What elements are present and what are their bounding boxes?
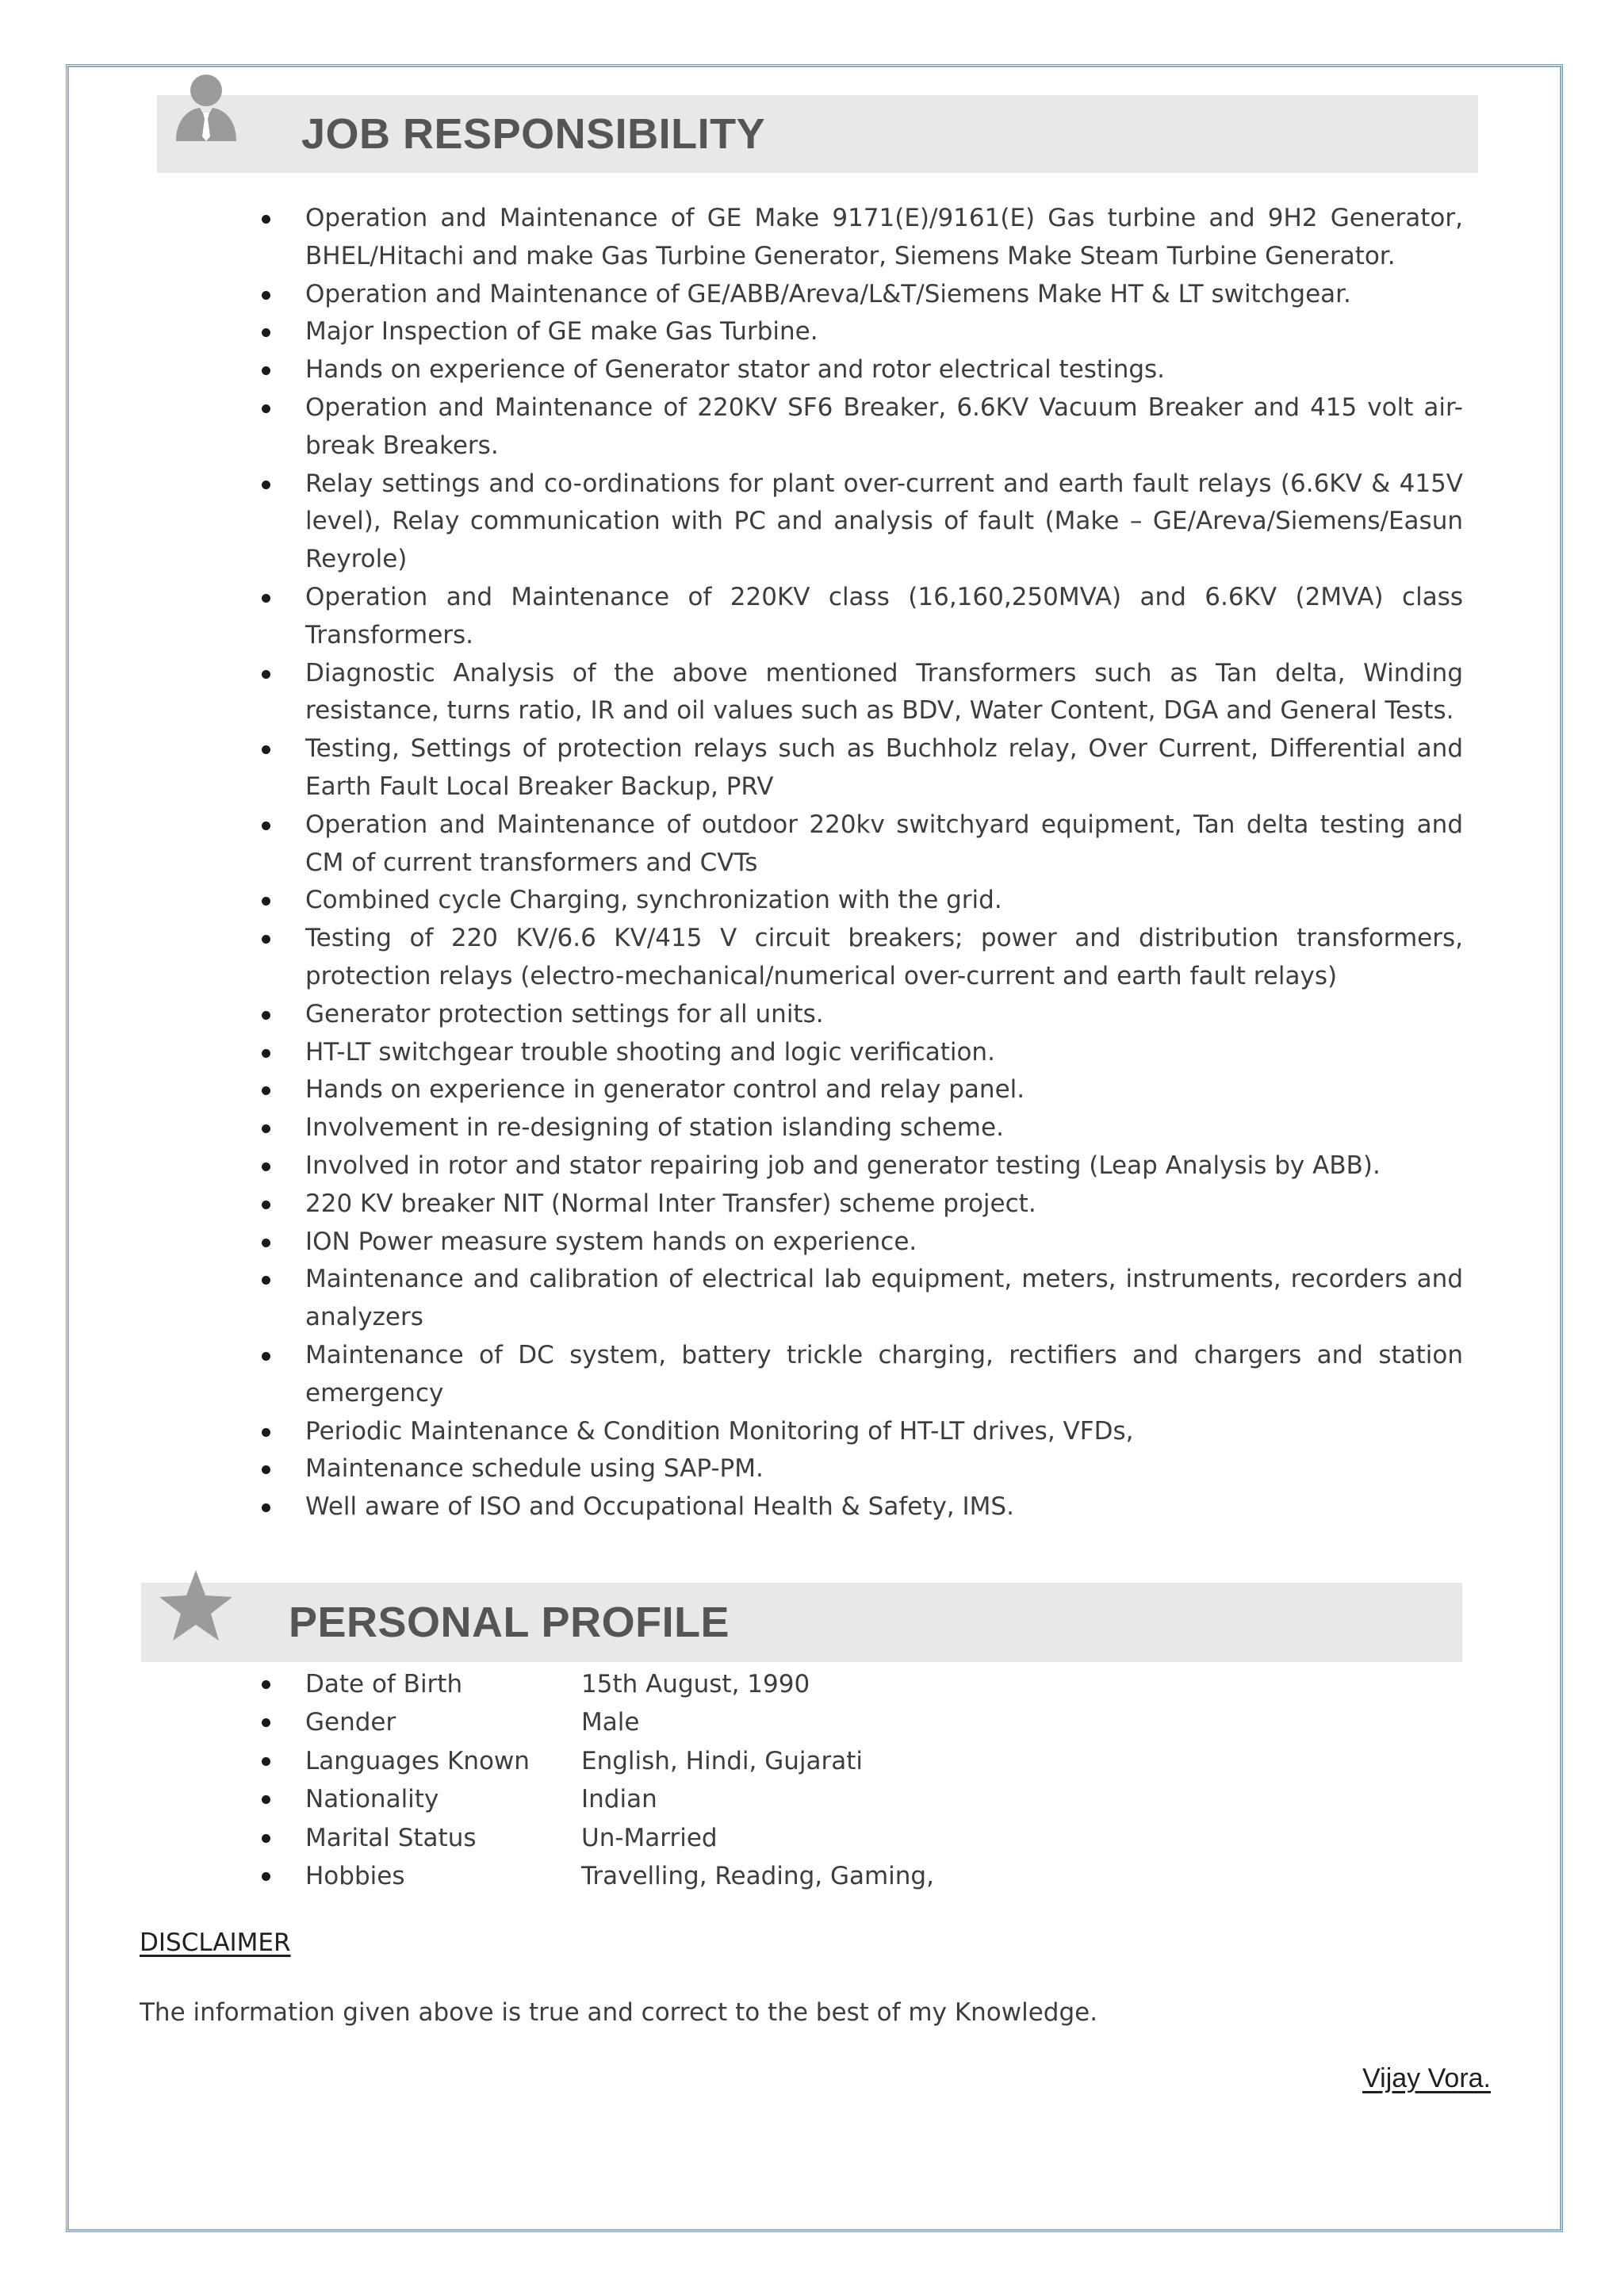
- profile-label: Hobbies: [305, 1862, 405, 1891]
- list-item: HT-LT switchgear trouble shooting and logic verification.: [305, 1034, 1463, 1072]
- job-responsibility-title: JOB RESPONSIBILITY: [301, 110, 766, 158]
- star-icon: [157, 1568, 235, 1643]
- personal-profile-list: [305, 1665, 1463, 1895]
- list-item: ION Power measure system hands on experience.: [305, 1224, 1463, 1262]
- list-item: Operation and Maintenance of GE/ABB/Areva/L&T/Siemens Make HT & LT switchgear.: [305, 276, 1463, 314]
- list-item: Maintenance and calibration of electrical lab equipment, meters, instruments, recorders and analyzers: [305, 1261, 1463, 1337]
- profile-label: Languages Known: [305, 1746, 530, 1775]
- signature: Vijay Vora.: [1362, 2063, 1491, 2093]
- personal-profile-header: [141, 1583, 1462, 1662]
- profile-value: Travelling, Reading, Gaming,: [581, 1862, 934, 1891]
- profile-value: Indian: [581, 1785, 657, 1814]
- personal-profile-title: PERSONAL PROFILE: [289, 1599, 730, 1646]
- list-item: Testing, Settings of protection relays such as Buchholz relay, Over Current, Differential and Earth Fault Local Breaker Backup, PRV: [305, 730, 1463, 806]
- list-item: Diagnostic Analysis of the above mentioned Transformers such as Tan delta, Winding resistance, turns ratio, IR and oil values such as BDV, Water Content, DGA and General Tests.: [305, 655, 1463, 731]
- list-item: Major Inspection of GE make Gas Turbine.: [305, 313, 1463, 351]
- list-item: Combined cycle Charging, synchronization with the grid.: [305, 882, 1463, 920]
- profile-label: Date of Birth: [305, 1670, 463, 1698]
- profile-label: Nationality: [305, 1785, 439, 1814]
- profile-value: English, Hindi, Gujarati: [581, 1746, 864, 1775]
- list-item: Operation and Maintenance of 220KV SF6 Breaker, 6.6KV Vacuum Breaker and 415 volt air-break Breakers.: [305, 389, 1463, 465]
- list-item: Well aware of ISO and Occupational Health & Safety, IMS.: [305, 1488, 1463, 1526]
- list-item: Involved in rotor and stator repairing job and generator testing (Leap Analysis by ABB).: [305, 1147, 1463, 1185]
- list-item: Involvement in re-designing of station islanding scheme.: [305, 1109, 1463, 1147]
- user-icon: [173, 73, 239, 144]
- list-item: Maintenance of DC system, battery trickle charging, rectifiers and chargers and station emergency: [305, 1337, 1463, 1413]
- disclaimer-heading: DISCLAIMER: [140, 1928, 291, 1957]
- list-item: Operation and Maintenance of GE Make 9171(E)/9161(E) Gas turbine and 9H2 Generator, BHEL/Hitachi and make Gas Turbine Generator, Siemens Make Steam Turbine Generator.: [305, 200, 1463, 276]
- profile-item: [305, 1857, 1463, 1895]
- list-item: Testing of 220 KV/6.6 KV/415 V circuit breakers; power and distribution transformers, protection relays (electro-mechanical/numerical over-current and earth fault relays): [305, 920, 1463, 996]
- job-responsibility-header: [157, 95, 1478, 173]
- profile-item: [305, 1819, 1463, 1857]
- disclaimer-text: The information given above is true and correct to the best of my Knowledge.: [140, 1998, 1098, 2027]
- job-responsibility-list: [305, 200, 1463, 1526]
- list-item: Operation and Maintenance of outdoor 220kv switchyard equipment, Tan delta testing and CM of current transformers and CVTs: [305, 806, 1463, 883]
- list-item: Operation and Maintenance of 220KV class (16,160,250MVA) and 6.6KV (2MVA) class Transformers.: [305, 579, 1463, 655]
- profile-value: Un-Married: [581, 1823, 718, 1852]
- profile-item: [305, 1665, 1463, 1703]
- profile-label: Gender: [305, 1708, 396, 1737]
- profile-value: 15th August, 1990: [581, 1670, 810, 1698]
- list-item: 220 KV breaker NIT (Normal Inter Transfer) scheme project.: [305, 1185, 1463, 1224]
- list-item: Hands on experience of Generator stator and rotor electrical testings.: [305, 351, 1463, 389]
- list-item: Hands on experience in generator control and relay panel.: [305, 1071, 1463, 1109]
- profile-value: Male: [581, 1708, 640, 1737]
- profile-label: Marital Status: [305, 1823, 477, 1852]
- profile-item: [305, 1703, 1463, 1741]
- profile-item: [305, 1742, 1463, 1780]
- list-item: Periodic Maintenance & Condition Monitoring of HT-LT drives, VFDs,: [305, 1413, 1463, 1451]
- profile-item: [305, 1780, 1463, 1818]
- list-item: Generator protection settings for all units.: [305, 996, 1463, 1034]
- list-item: Maintenance schedule using SAP-PM.: [305, 1450, 1463, 1488]
- list-item: Relay settings and co-ordinations for plant over-current and earth fault relays (6.6KV & 415V level), Relay communication with PC and analysis of fault (Make – GE/Areva/Siemens/Easun Reyrole): [305, 465, 1463, 579]
